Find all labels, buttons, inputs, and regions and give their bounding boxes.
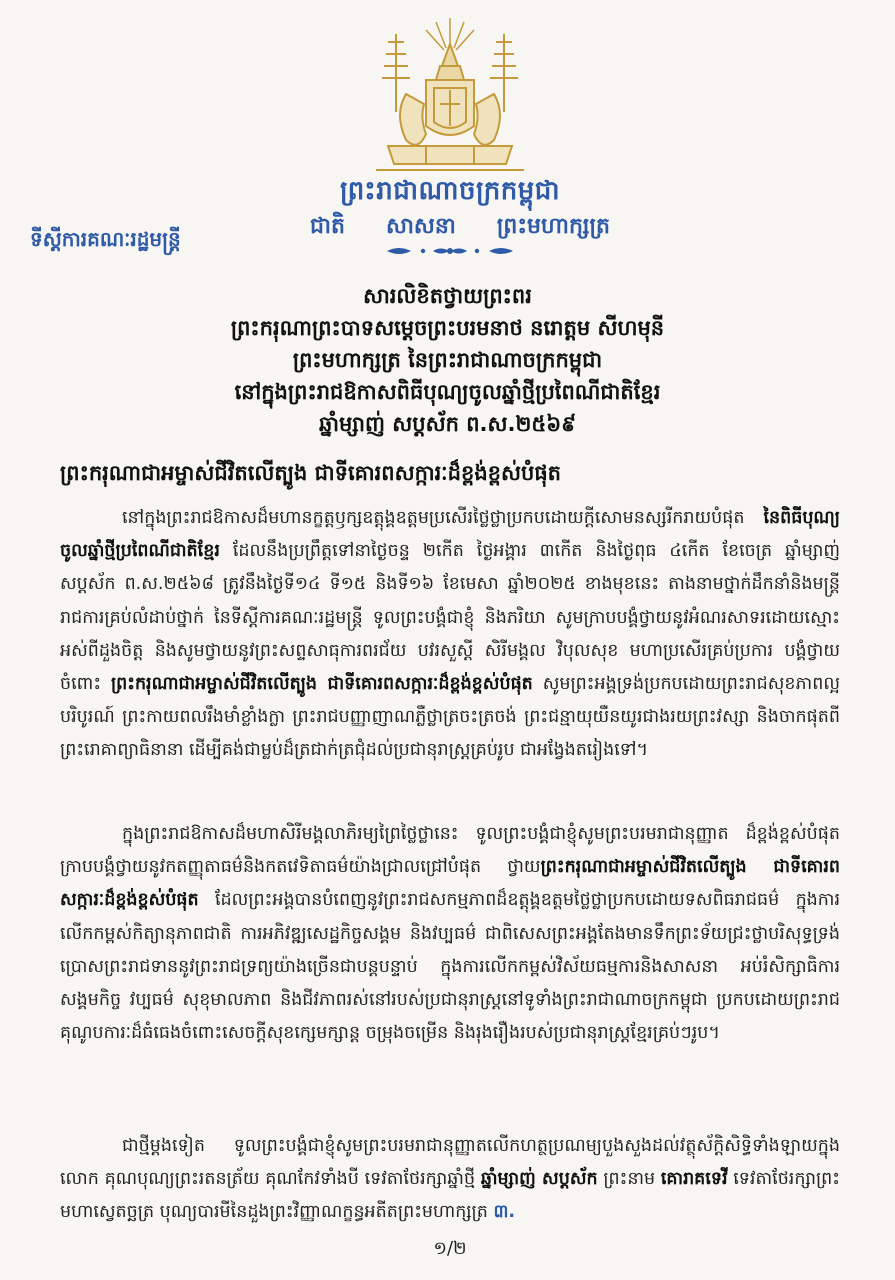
p3-text-1: ជាថ្មីម្ដងទៀត ទូលព្រះបង្គំជាខ្ញុំសូមព្រះបរមរាជានុញ្ញាតលើកហត្ថប្រណម្យបួងសួងដល់វត្ថុស័ក្ដិសិទ្ធិទាំងឡាយក្នុងលោក គុណបុណ្យព្រះរតនត្រ័យ គុណកែវទាំងបី ទេវតាថែរក្សាឆ្នាំថ្មី [60,1136,840,1190]
title-line-3: ព្រះមហាក្សត្រ នៃព្រះរាជាណាចក្រកម្ពុជា [292,348,603,372]
title-line-2: ព្រះករុណាព្រះបាទសម្ដេចព្រះបរមនាថ នរោត្តម សីហមុនី [230,316,665,340]
p3-bold-1: ឆ្នាំម្សាញ់ សប្តស័ក [480,1169,598,1190]
title-line-5: ឆ្នាំម្សាញ់ សប្តស័ក ព.ស.២៥៦៩ [319,412,576,436]
p2-text-1: ក្នុងព្រះរាជឱកាសដ៏មហាសិរីមង្គលាភិរម្យព្រៃថ្លៃថ្លានេះ ទូលព្រះបង្គំជាខ្ញុំសូមព្រះបរមរាជានុញ្ញាត ដ៏ខ្ពង់ខ្ពស់បំផុត ក្រាបបង្គំថ្វាយនូវកតញ្ញុតាធម៌និងកតវេទិតាធម៌យ៉ាងជ្រាលជ្រៅបំផុត ថ្វាយ [60,824,840,878]
salutation-heading: ព្រះករុណាជាអម្ចាស់ជីវិតលើត្បូង ជាទីគោរពសក្ការៈដ៏ខ្ពង់ខ្ពស់បំផុត [60,461,561,485]
letter-title-block [20,280,875,440]
title-line-4: នៅក្នុងព្រះរាជឱកាសពិធីបុណ្យចូលឆ្នាំថ្មីប្រពៃណីជាតិខ្មែរ [234,380,661,404]
motto-king: ព្រះមហាក្សត្រ [496,214,610,239]
motto-nation: ជាតិ [310,214,345,239]
motto-religion: សាសនា [385,214,456,239]
p1-bold-2: ព្រះករុណាជាអម្ចាស់ជីវិតលើត្បូង ជាទីគោរពសក្ការៈដ៏ខ្ពង់ខ្ពស់បំផុត [110,674,533,695]
p3-text-3: ទេវតាថែរក្សាព្រះមហាស្វេតច្ឆត្រ បុណ្យបារមីនៃដួងព្រះវិញ្ញាណក្ខន្ធអតីតព្រះមហាក្សត្រ [60,1169,840,1223]
p2-text-2: ដែលព្រះអង្គបានបំពេញនូវព្រះរាជសកម្មភាពដ៏ឧត្តុង្គឧត្តមថ្លៃថ្លាប្រកបដោយទសពិធរាជធម៌ ក្នុងការលើកកម្ពស់កិត្យានុភាពជាតិ ការអភិវឌ្ឍសេដ្ឋកិច្ចសង្គម និងវប្បធម៌ ជាពិសេសព្រះអង្គតែងមានទឹកព្រះទ័យជ្រះថ្លាបរិសុទ្ធទ្រង់ប្រោសព្រះរាជទាននូវព្រះរាជទ្រព្យយ៉ាងច្រើនជាបន្តបន្ទាប់ ក្នុងការលើកកម្ពស់វិស័យធម្មការនិងសាសនា អប់រំសិក្សាធិការ សង្គមកិច្ច វប្បធម៌ សុខុមាលភាព និងជីវភាពរស់នៅរបស់ប្រជានុរាស្ត្រនៅទូទាំងព្រះរាជាណាចក្រកម្ពុជា ប្រកបដោយព្រះរាជគុណូបការៈដ៏ធំធេងចំពោះសេចក្ដីសុខក្សេមក្សាន្ត ចម្រុងចម្រើន និងរុងរឿងរបស់ប្រជានុរាស្ត្រខ្មែរគ្រប់ៗរូប។ [60,890,840,1044]
royal-coat-of-arms-icon [366,14,534,182]
page-number: ១/២ [433,1238,467,1259]
continuation-mark: ៣. [493,1202,516,1223]
body-paragraph-3 [60,1130,840,1230]
p1-text-3: សូមព្រះអង្គទ្រង់ប្រកបដោយព្រះរាជសុខភាពល្អបរិបូរណ៍ ព្រះកាយពលរឹងមាំខ្លាំងក្លា ព្រះរាជបញ្ញាញាណភ្លឺថ្លាត្រចះត្រចង់ ព្រះជន្មាយុយឺនយូរជាងរយព្រះវស្សា និងចាកផុតពីព្រះរោគាព្យាធិនានា ដើម្បីគង់ជាម្លប់ដ៏ត្រជាក់ត្រជុំដល់ប្រជានុរាស្ត្រគ្រប់រូប ជាអង្វែងតរៀងទៅ។ [60,674,840,761]
p1-bold-1: នៃពិធីបុណ្យចូលឆ្នាំថ្មីប្រពៃណីជាតិខ្មែរ [60,508,840,562]
p1-text-1: នៅក្នុងព្រះរាជឱកាសដ៏មហានក្ខត្តឫក្សឧត្តុង្គឧត្តមប្រសើរថ្លៃថ្លាប្រកបដោយក្ដីសោមនស្សរីករាយបំផុត [122,508,764,528]
body-paragraph-2 [60,818,840,1050]
national-motto [310,212,610,244]
kingdom-name: ព្រះរាជាណាចក្រកម្ពុជា [340,176,560,206]
title-line-1: សារលិខិតថ្វាយព្រះពរ [363,284,532,308]
p3-bold-2: គោរាគទេវី [660,1169,728,1190]
p1-text-2: ដែលនឹងប្រព្រឹត្តទៅនាថ្ងៃចន្ទ ២កេីត ថ្ងៃអង្គារ ៣កេីត និងថ្ងៃពុធ ៤កេីត ខែចេត្រ ឆ្នាំម្សាញ់ សប្តស័ក ព.ស.២៥៦៨ ត្រូវនឹងថ្ងៃទី១៤ ទី១៥ និងទី១៦ ខែមេសា ឆ្នាំ២០២៥ ខាងមុខនេះ តាងនាមថ្នាក់ដឹកនាំនិងមន្ត្រីរាជការគ្រប់លំដាប់ថ្នាក់ នៃទីស្ដីការគណៈរដ្ឋមន្ត្រី ទូលព្រះបង្គំជាខ្ញុំ និងភរិយា សូមក្រាបបង្គំថ្វាយនូវអំណរសាទរដោយស្មោះអស់ពីដួងចិត្ត និងសូមថ្វាយនូវព្រះសព្ទសាធុការពរជ័យ បវរសួស្តី សិរីមង្គល វិបុលសុខ មហាប្រសើរគ្រប់ប្រការ បង្គំថ្វាយចំពោះ [60,541,840,695]
p2-bold-1: ព្រះករុណាជាអម្ចាស់ជីវិតលើត្បូង ជាទីគោរពសក្ការៈដ៏ខ្ពង់ខ្ពស់បំផុត [60,857,840,911]
p3-text-2: ព្រះនាម [597,1169,661,1190]
body-paragraph-1 [60,502,840,768]
decorative-divider-icon [385,244,515,258]
issuing-office: ទីស្ដីការគណៈរដ្ឋមន្ត្រី [30,227,181,251]
